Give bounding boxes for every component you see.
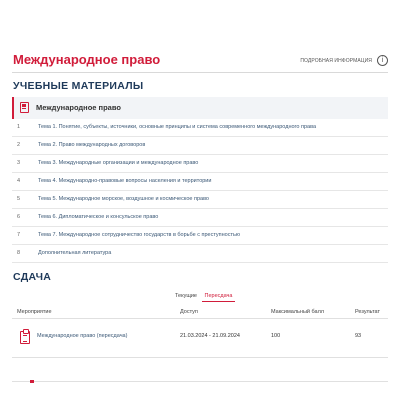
course-name: Международное право (36, 103, 121, 112)
topic-link[interactable]: Тема 4. Международно-правовые вопросы населения и территории (38, 178, 212, 184)
topic-link[interactable]: Тема 5. Международное морское, воздушное и космическое право (38, 196, 209, 202)
topic-item[interactable] (12, 173, 388, 191)
event-link[interactable]: Международное право (пересдача) (37, 333, 128, 339)
clipboard-icon (20, 331, 30, 344)
header-divider (12, 72, 388, 73)
topic-number: 3 (17, 160, 21, 166)
topic-item[interactable] (12, 245, 388, 263)
topic-number: 1 (17, 124, 21, 130)
topic-link[interactable]: Тема 1. Понятие, субъекты, источники, основные принципы и система современного международного права (38, 124, 317, 130)
topic-link[interactable]: Тема 3. Международные организации и международное право (38, 160, 199, 166)
topic-link[interactable]: Тема 6. Дипломатическое и консульское право (38, 214, 159, 220)
result-value: 93 (355, 333, 362, 339)
topic-item[interactable] (12, 137, 388, 155)
topic-number: 5 (17, 196, 21, 202)
topic-number: 4 (17, 178, 21, 184)
info-icon[interactable]: i (377, 55, 388, 66)
access-period: 21.03.2024 - 21.09.2024 (180, 333, 240, 339)
topic-number: 7 (17, 232, 21, 238)
table-row[interactable] (12, 319, 388, 358)
topic-number: 6 (17, 214, 21, 220)
bottom-accent-mark (30, 380, 34, 383)
tab-retake[interactable]: Пересдача (202, 293, 236, 302)
topic-item[interactable] (12, 227, 388, 245)
details-link[interactable]: ПОДРОБНАЯ ИНФОРМАЦИЯ (300, 58, 372, 64)
book-icon (20, 102, 29, 113)
topic-number: 2 (17, 142, 21, 148)
topic-link[interactable]: Дополнительная литература (38, 250, 112, 256)
course-header[interactable] (12, 97, 388, 119)
topic-item[interactable] (12, 155, 388, 173)
topic-item[interactable] (12, 191, 388, 209)
tab-current[interactable]: Текущие (175, 293, 197, 299)
topic-item[interactable] (12, 119, 388, 137)
topic-item[interactable] (12, 209, 388, 227)
topic-link[interactable]: Тема 2. Право международных договоров (38, 142, 146, 148)
materials-list (12, 97, 388, 263)
page-title: Международное право (13, 52, 161, 67)
submission-tabs (172, 293, 235, 302)
topic-number: 8 (17, 250, 21, 256)
column-header-max-score: Максимальный балл (271, 309, 324, 315)
topic-link[interactable]: Тема 7. Международное сотрудничество государств в борьбе с преступностью (38, 232, 241, 238)
max-score-value: 100 (271, 333, 281, 339)
submission-section-title: СДАЧА (13, 271, 52, 283)
bottom-divider (12, 381, 388, 382)
materials-section-title: УЧЕБНЫЕ МАТЕРИАЛЫ (13, 80, 144, 92)
column-header-event: Мероприятие (17, 309, 52, 315)
top-blank-area (0, 0, 400, 50)
column-header-result: Результат (355, 309, 381, 315)
table-header-row (12, 306, 388, 319)
column-header-access: Доступ (180, 309, 198, 315)
submission-table (12, 306, 388, 358)
